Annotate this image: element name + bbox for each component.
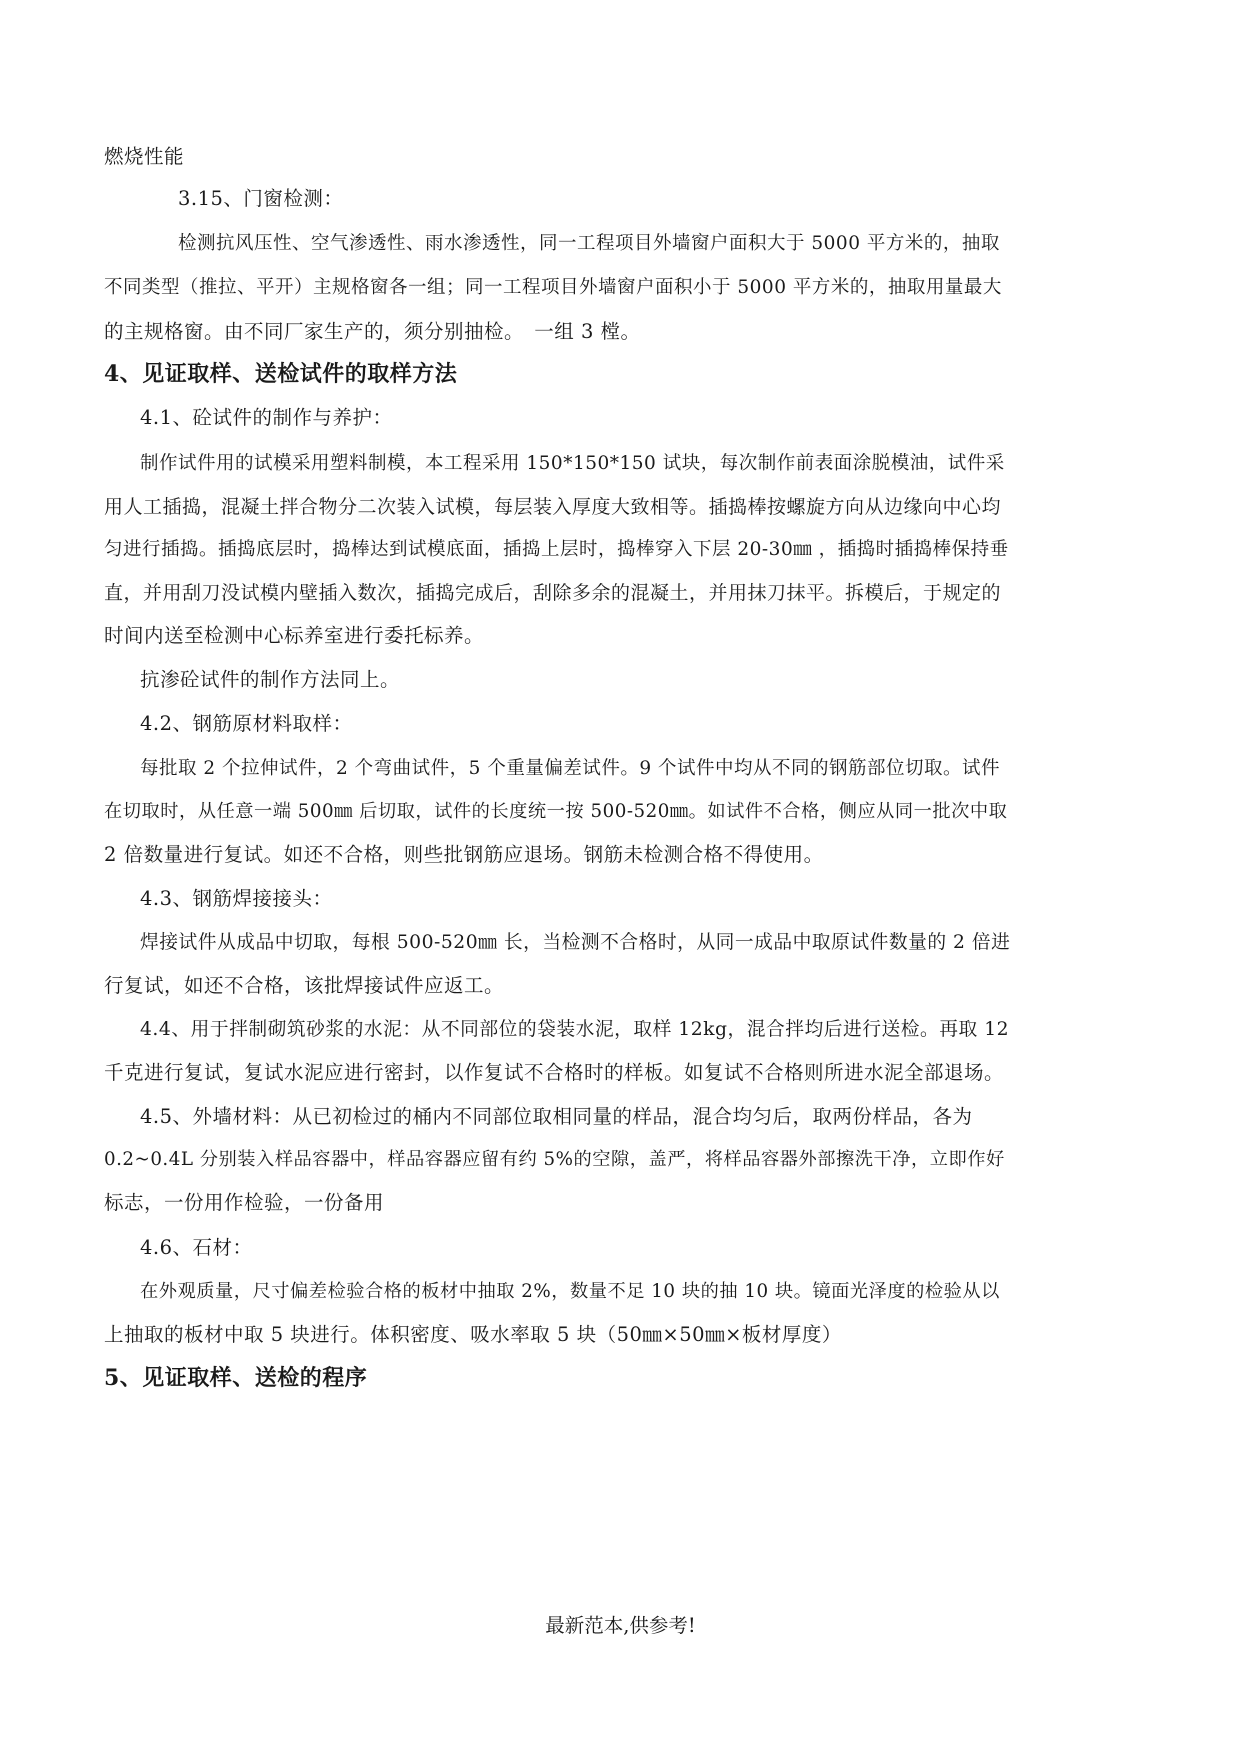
text-line: 2 倍数量进行复试。如还不合格，则些批钢筋应退场。钢筋未检测合格不得使用。 [104,843,824,866]
section-heading: 5、见证取样、送检的程序 [104,1365,368,1391]
text-line: 4.5、外墙材料：从已初检过的桶内不同部位取相同量的样品，混合均匀后，取两份样品，各为 [140,1105,973,1128]
subsection-heading: 3.15、门窗检测： [178,187,344,210]
text-line: 检测抗风压性、空气渗透性、雨水渗透性，同一工程项目外墙窗户面积大于 5000 平方米的，抽取 [178,233,1000,254]
text-line: 直，并用刮刀没试模内壁插入数次，插捣完成后，刮除多余的混凝土，并用抹刀抹平。拆模后，于规定的 [104,582,1002,604]
text-line: 千克进行复试，复试水泥应进行密封，以作复试不合格时的样板。如复试不合格则所进水泥全部退场。 [104,1061,1005,1084]
text-line: 行复试，如还不合格，该批焊接试件应返工。 [104,974,505,997]
subsection-heading: 4.1、砼试件的制作与养护： [140,406,393,429]
text-line: 的主规格窗。由不同厂家生产的，须分别抽检。 一组 3 樘。 [104,320,641,343]
page-footer: 最新范本,供参考! [545,1614,696,1637]
text-line: 每批取 2 个拉伸试件，2 个弯曲试件，5 个重量偏差试件。9 个试件中均从不同的钢筋部位切取。试件 [140,758,1000,779]
text-line: 不同类型（推拉、平开）主规格窗各一组；同一工程项目外墙窗户面积小于 5000 平方米的，抽取用量最大 [104,277,1002,298]
subsection-heading: 4.6、石材： [140,1236,253,1259]
subsection-heading: 4.2、钢筋原材料取样： [140,712,353,735]
text-line: 制作试件用的试模采用塑料制模，本工程采用 150*150*150 试块，每次制作前表面涂脱模油，试件采 [140,453,1005,474]
text-line: 上抽取的板材中取 5 块进行。体积密度、吸水率取 5 块（50㎜×50㎜×板材厚度） [104,1323,842,1346]
text-line: 在切取时，从任意一端 500㎜ 后切取，试件的长度统一按 500-520㎜。如试件不合格，侧应从同一批次中取 [104,801,1008,822]
text-line: 时间内送至检测中心标养室进行委托标养。 [104,624,485,647]
text-line: 焊接试件从成品中切取，每根 500-520㎜ 长，当检测不合格时，从同一成品中取原试件数量的 2 倍进 [140,932,1011,953]
text-line: 抗渗砼试件的制作方法同上。 [140,668,401,691]
text-line: 用人工插捣，混凝土拌合物分二次装入试模，每层装入厚度大致相等。插捣棒按螺旋方向从边缘向中心均 [104,496,1002,518]
text-line: 在外观质量，尺寸偏差检验合格的板材中抽取 2%，数量不足 10 块的抽 10 块。镜面光泽度的检验从以 [140,1281,1000,1302]
subsection-heading: 4.3、钢筋焊接接头： [140,887,333,910]
text-line: 标志，一份用作检验，一份备用 [104,1191,385,1214]
section-heading: 4、见证取样、送检试件的取样方法 [104,361,458,387]
text-line: 4.4、用于拌制砌筑砂浆的水泥：从不同部位的袋装水泥，取样 12kg，混合拌均后进行送检。再取 12 [140,1019,1010,1040]
text-line: 0.2~0.4L 分别装入样品容器中，样品容器应留有约 5%的空隙，盖严，将样品容器外部擦洗干净，立即作好 [104,1149,1005,1170]
text-line: 燃烧性能 [104,145,185,168]
text-line: 匀进行插捣。插捣底层时，捣棒达到试模底面，插捣上层时，捣棒穿入下层 20-30㎜ ，插捣时插捣棒保持垂 [104,539,1009,560]
